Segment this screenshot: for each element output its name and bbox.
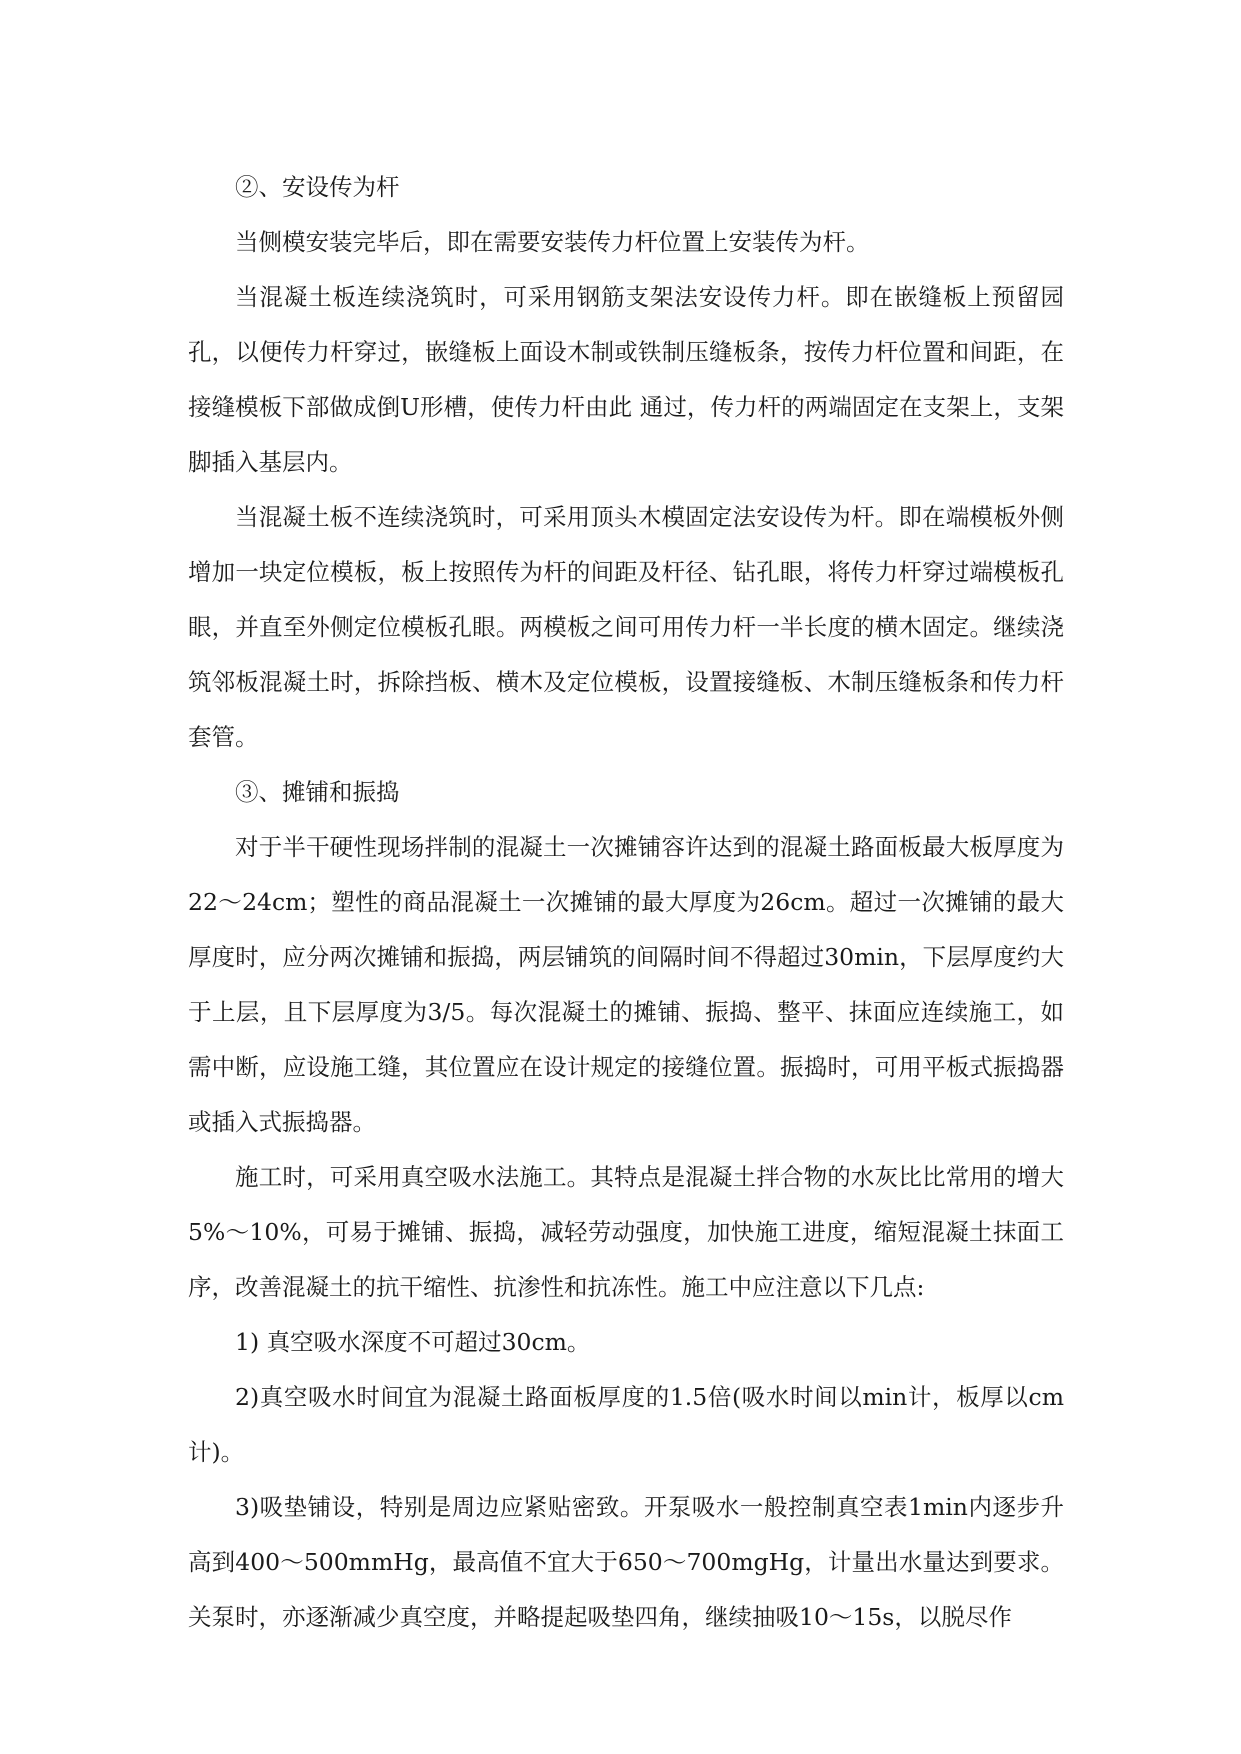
subheading-paving-vibrating: ③、摊铺和振捣	[235, 778, 400, 806]
list-item: 1) 真空吸水深度不可超过30cm。	[235, 1328, 591, 1356]
list-item: 2)真空吸水时间宜为混凝土路面板厚度的1.5倍(吸水时间以min计，板厚以cm计)。	[188, 1383, 1064, 1466]
paragraph: 当混凝土板不连续浇筑时，可采用顶头木模固定法安设传为杆。即在端模板外侧增加一块定位模板，板上按照传为杆的间距及杆径、钻孔眼，将传力杆穿过端模板孔眼，并直至外侧定位模板孔眼。两模板之间可用传力杆一半长度的横木固定。继续浇筑邻板混凝土时，拆除挡板、横木及定位模板，设置接缝板、木制压缝板条和传力杆套管。	[188, 503, 1064, 751]
list-item: 3)吸垫铺设，特别是周边应紧贴密致。开泵吸水一般控制真空表1min内逐步升高到400～500mmHg，最高值不宜大于650～700mgHg，计量出水量达到要求。关泵时，亦逐渐减少真空度，并略提起吸垫四角，继续抽吸10～15s，以脱尽作	[188, 1493, 1064, 1631]
paragraph: 施工时，可采用真空吸水法施工。其特点是混凝土拌合物的水灰比比常用的增大5%～10%，可易于摊铺、振捣，减轻劳动强度，加快施工进度，缩短混凝土抹面工序，改善混凝土的抗干缩性、抗渗性和抗冻性。施工中应注意以下几点:	[188, 1163, 1064, 1301]
document-body	[188, 160, 1064, 1645]
subheading-install-dowel-bars: ②、安设传为杆	[235, 173, 400, 201]
paragraph: 对于半干硬性现场拌制的混凝土一次摊铺容许达到的混凝土路面板最大板厚度为22～24cm；塑性的商品混凝土一次摊铺的最大厚度为26cm。超过一次摊铺的最大厚度时，应分两次摊铺和振捣，两层铺筑的间隔时间不得超过30min，下层厚度约大于上层，且下层厚度为3/5。每次混凝土的摊铺、振捣、整平、抹面应连续施工，如需中断，应设施工缝，其位置应在设计规定的接缝位置。振捣时，可用平板式振捣器或插入式振捣器。	[188, 833, 1064, 1136]
paragraph: 当混凝土板连续浇筑时，可采用钢筋支架法安设传力杆。即在嵌缝板上预留园孔，以便传力杆穿过，嵌缝板上面设木制或铁制压缝板条，按传力杆位置和间距，在接缝模板下部做成倒U形槽，使传力杆由此 通过，传力杆的两端固定在支架上，支架脚插入基层内。	[188, 283, 1064, 476]
paragraph: 当侧模安装完毕后，即在需要安装传力杆位置上安装传为杆。	[235, 228, 870, 256]
